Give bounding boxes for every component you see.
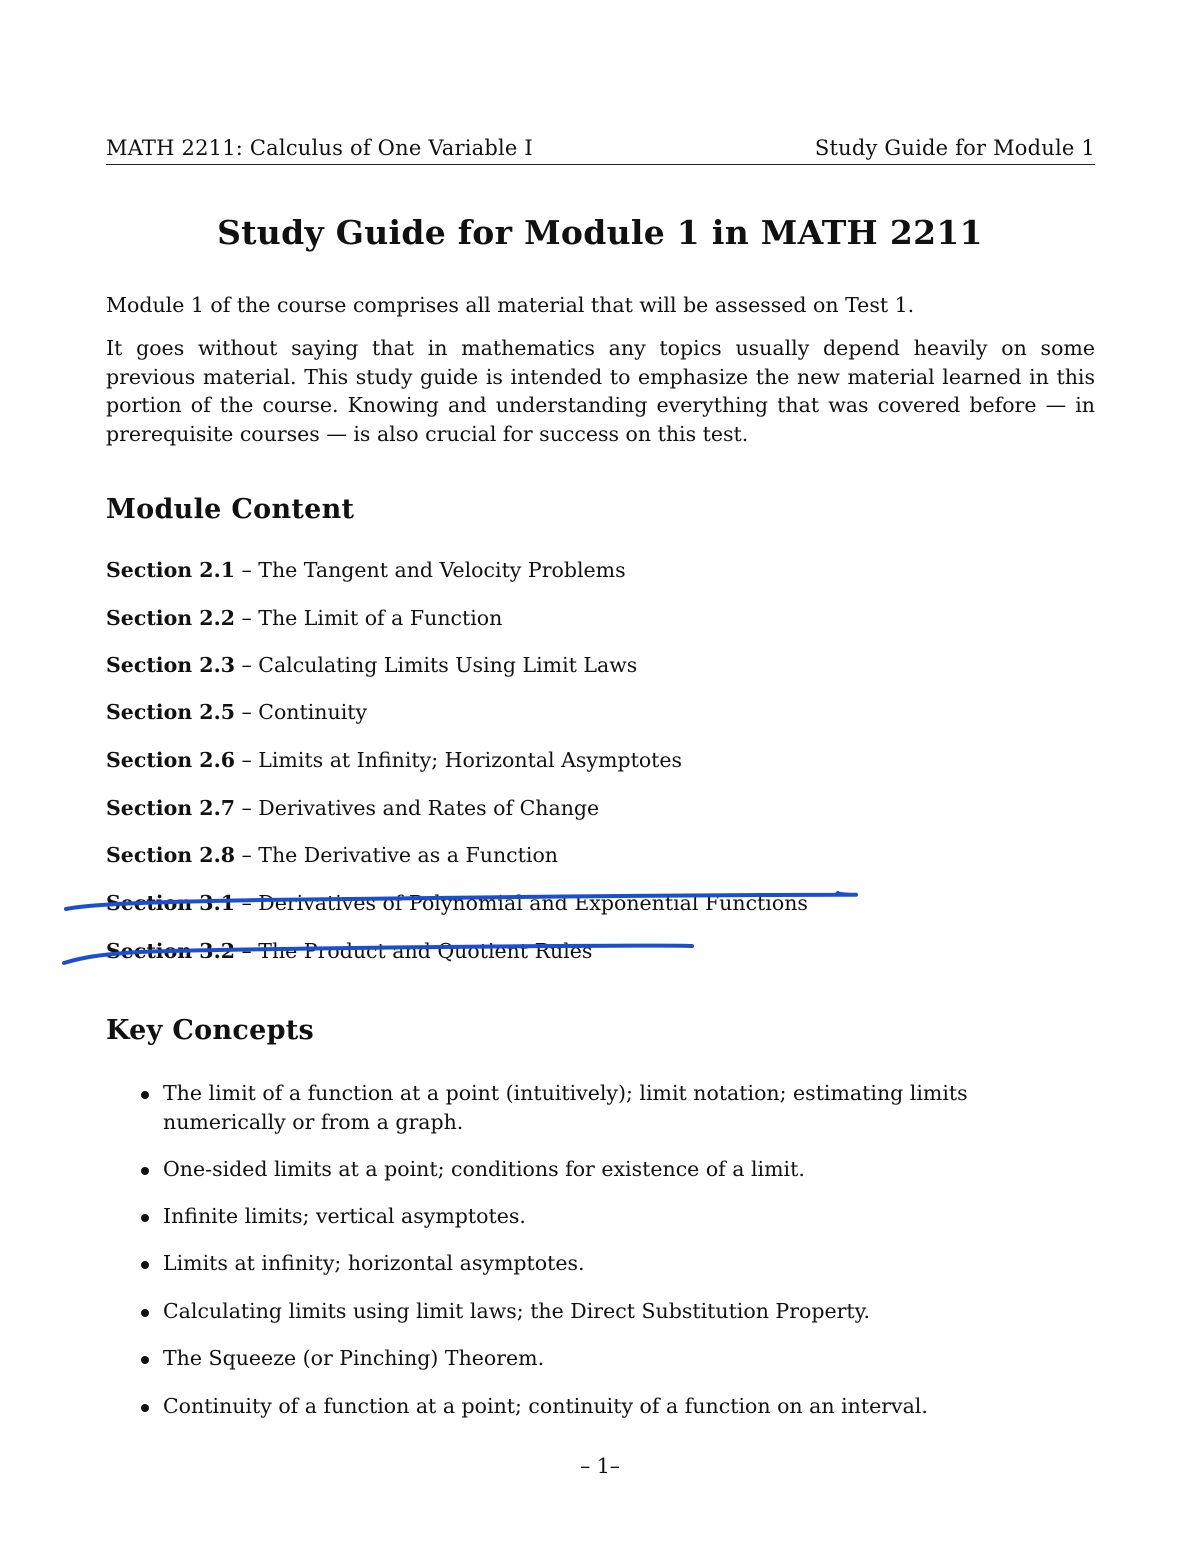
list-item-text: Calculating limits using limit laws; the Direct Substitution Property.: [163, 1299, 871, 1323]
section-title: – Limits at Infinity; Horizontal Asymptotes: [241, 748, 683, 772]
section-number: Section 2.1: [106, 558, 235, 582]
section-item-struck: [106, 891, 808, 915]
section-item-struck: [106, 939, 592, 963]
bullet-icon: [141, 1309, 149, 1317]
list-item-text: The limit of a function at a point (intuitively); limit notation; estimating limits numerically or from a graph.: [163, 1081, 968, 1134]
section-number: Section 3.1: [106, 891, 235, 915]
section-item: [106, 796, 599, 820]
page-title: Study Guide for Module 1 in MATH 2211: [217, 213, 983, 252]
section-number: Section 2.7: [106, 796, 235, 820]
section-item: [106, 653, 637, 677]
list-item-text: Limits at infinity; horizontal asymptotes.: [163, 1251, 585, 1275]
bullet-icon: [141, 1261, 149, 1269]
section-item: [106, 700, 367, 724]
header-guide-title: Study Guide for Module 1: [814, 136, 1095, 160]
intro-paragraph-2: It goes without saying that in mathematics any topics usually depend heavily on some previous material. This study guide is intended to emphasize the new material learned in this portion of the course. Knowing and understanding everything that was covered before — in prerequisite courses — is also crucial for success on this test.: [106, 336, 1095, 446]
section-item: [106, 606, 502, 630]
section-item: [106, 558, 626, 582]
section-title: – The Product and Quotient Rules: [241, 939, 593, 963]
list-item: [163, 1297, 1095, 1326]
section-title: – The Derivative as a Function: [241, 843, 558, 867]
list-item: [163, 1392, 1095, 1421]
list-item: [163, 1079, 1095, 1136]
section-title: – Continuity: [241, 700, 368, 724]
list-item-text: Continuity of a function at a point; continuity of a function on an interval.: [163, 1394, 928, 1418]
section-item: [106, 843, 558, 867]
page-number: – 1–: [579, 1454, 621, 1478]
section-title: – Derivatives and Rates of Change: [241, 796, 600, 820]
list-item: [163, 1155, 1095, 1184]
bullet-icon: [141, 1167, 149, 1175]
bullet-icon: [141, 1214, 149, 1222]
list-item-text: Infinite limits; vertical asymptotes.: [163, 1204, 526, 1228]
running-header: [106, 134, 1095, 165]
module-content-heading: Module Content: [106, 494, 355, 525]
list-item: [163, 1344, 1095, 1373]
header-course-title: MATH 2211: Calculus of One Variable I: [106, 136, 533, 160]
key-concepts-heading: Key Concepts: [106, 1015, 315, 1046]
section-title: – The Limit of a Function: [241, 606, 503, 630]
section-item: [106, 748, 682, 772]
bullet-icon: [141, 1404, 149, 1412]
section-number: Section 2.3: [106, 653, 235, 677]
list-item: [163, 1249, 1095, 1278]
list-item-text: The Squeeze (or Pinching) Theorem.: [163, 1346, 545, 1370]
list-item: [163, 1202, 1095, 1231]
section-number: Section 2.5: [106, 700, 235, 724]
section-title: – Calculating Limits Using Limit Laws: [241, 653, 638, 677]
intro-paragraph-1: Module 1 of the course comprises all material that will be assessed on Test 1.: [106, 293, 915, 317]
section-title: – Derivatives of Polynomial and Exponential Functions: [241, 891, 808, 915]
list-item-text: One-sided limits at a point; conditions for existence of a limit.: [163, 1157, 805, 1181]
section-title: – The Tangent and Velocity Problems: [241, 558, 626, 582]
section-number: Section 2.2: [106, 606, 235, 630]
bullet-icon: [141, 1356, 149, 1364]
section-number: Section 2.6: [106, 748, 235, 772]
section-number: Section 3.2: [106, 939, 235, 963]
section-number: Section 2.8: [106, 843, 235, 867]
bullet-icon: [141, 1091, 149, 1099]
